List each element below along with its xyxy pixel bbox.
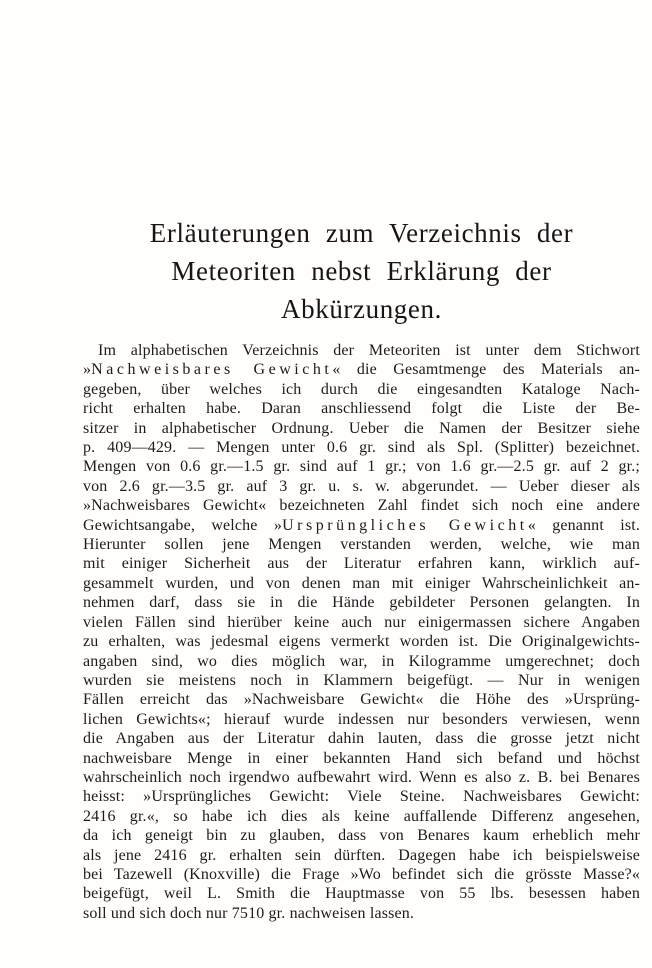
text-line: [83, 729, 640, 748]
text-segment: beigefügt, weil L. Smith die Hauptmasse von 55 lbs. besessen haben: [83, 885, 640, 903]
text-line: [83, 399, 640, 418]
text-segment: die Angaben aus der Literatur dahin lauten, dass die grosse jetzt nicht: [83, 730, 640, 748]
text-line: [83, 846, 640, 865]
text-segment: lichen Gewichts«; hierauf wurde indessen nur besonders verwiesen, wenn: [83, 710, 640, 728]
text-segment: Mengen von 0.6 gr.—1.5 gr. sind auf 1 gr.; von 1.6 gr.—2.5 gr. auf 2 gr.;: [83, 458, 640, 476]
page-title: [83, 214, 640, 328]
title-line: Abkürzungen.: [281, 294, 442, 324]
text-line: [83, 477, 640, 496]
letterspaced-term: Ursprüngliches Gewicht: [282, 516, 528, 534]
text-segment: gesammelt wurden, und von denen man mit einiger Wahrscheinlichkeit an-: [83, 574, 640, 592]
text-line: [83, 787, 640, 806]
text-line: [83, 438, 640, 457]
text-segment: sitzer in alphabetischer Ordnung. Ueber die Namen der Besitzer siehe: [83, 419, 640, 437]
text-segment: Hierunter sollen jene Mengen verstanden werden, welche, wie man: [83, 536, 640, 554]
text-line: [83, 496, 640, 515]
title-line: Meteoriten nebst Erklärung der: [171, 256, 552, 286]
text-segment: Fällen erreicht das »Nachweisbare Gewicht« die Höhe des »Ursprüng-: [83, 691, 640, 709]
text-line: [83, 768, 640, 787]
text-segment: « die Gesamtmenge des Materials an-: [332, 361, 641, 379]
text-line: [83, 516, 640, 535]
text-line: [83, 671, 640, 690]
text-segment: wahrscheinlich noch irgendwo aufbewahrt wird. Wenn es also z. B. bei Benares: [83, 768, 640, 786]
text-line: [83, 535, 640, 554]
text-line: [83, 807, 640, 826]
text-segment: »: [83, 361, 92, 379]
body-paragraph: [83, 341, 640, 923]
text-line: [83, 419, 640, 438]
text-segment: von 2.6 gr.—3.5 gr. auf 3 gr. u. s. w. abgerundet. — Ueber dieser als: [83, 477, 640, 495]
text-segment: « genannt ist.: [527, 516, 640, 534]
text-line: [83, 690, 640, 709]
text-line: [83, 593, 640, 612]
text-segment: da ich geneigt bin zu glauben, dass von Benares kaum erheblich mehr: [83, 827, 640, 845]
text-line: [83, 710, 640, 729]
text-line: [83, 904, 640, 923]
text-segment: mit einiger Sicherheit aus der Literatur erfahren kann, wirklich auf-: [83, 555, 640, 573]
text-line: [83, 574, 640, 593]
text-segment: angaben sind, wo dies möglich war, in Kilogramme umgerechnet; doch: [83, 652, 640, 670]
letterspaced-term: Nachweisbares Gewicht: [91, 361, 333, 379]
text-segment: Im alphabetischen Verzeichnis der Meteoriten ist unter dem Stichwort: [98, 342, 640, 359]
text-segment: nachweisbare Menge in einer bekannten Hand sich befand und höchst: [83, 749, 640, 767]
text-segment: wurden sie meistens noch in Klammern beigefügt. — Nur in wenigen: [83, 671, 640, 689]
text-line: [83, 749, 640, 768]
text-segment: 2416 gr.«, so habe ich dies als keine auffallende Differenz angesehen,: [83, 807, 640, 825]
text-line: [83, 865, 640, 884]
text-line: [83, 613, 640, 632]
text-segment: nehmen darf, dass sie in die Hände gebildeter Personen gelangten. In: [83, 594, 640, 612]
text-line: [83, 652, 640, 671]
text-segment: heisst: »Ursprüngliches Gewicht: Viele Steine. Nachweisbares Gewicht:: [83, 788, 640, 806]
title-line: Erläuterungen zum Verzeichnis der: [149, 218, 574, 248]
text-line: [83, 554, 640, 573]
text-segment: »Nachweisbares Gewicht« bezeichneten Zahl findet sich noch eine andere: [83, 497, 640, 515]
text-segment: p. 409—429. — Mengen unter 0.6 gr. sind als Spl. (Splitter) bezeichnet.: [83, 439, 640, 457]
text-line: [83, 360, 640, 379]
text-segment: als jene 2416 gr. erhalten sein dürften. Dagegen habe ich beispielsweise: [83, 846, 640, 864]
text-segment: gegeben, über welches ich durch die eingesandten Kataloge Nach-: [83, 380, 640, 398]
text-segment: bei Tazewell (Knoxville) die Frage »Wo befindet sich die grösste Masse?«: [83, 865, 640, 883]
text-segment: richt erhalten habe. Daran anschliessend folgt die Liste der Be-: [83, 400, 640, 418]
text-line: [83, 826, 640, 845]
text-segment: vielen Fällen sind hierüber keine auch nur einigermassen sichere Angaben: [83, 613, 640, 631]
text-segment: soll und sich doch nur 7510 gr. nachweisen lassen.: [83, 904, 414, 922]
text-line: [83, 457, 640, 476]
text-segment: zu erhalten, was jedesmal eigens vermerkt worden ist. Die Originalgewichts-: [83, 633, 640, 651]
text-line: [83, 632, 640, 651]
text-segment: Gewichtsangabe, welche »: [83, 516, 283, 534]
text-line: [83, 884, 640, 903]
text-line: [83, 380, 640, 399]
text-line: [83, 341, 640, 360]
